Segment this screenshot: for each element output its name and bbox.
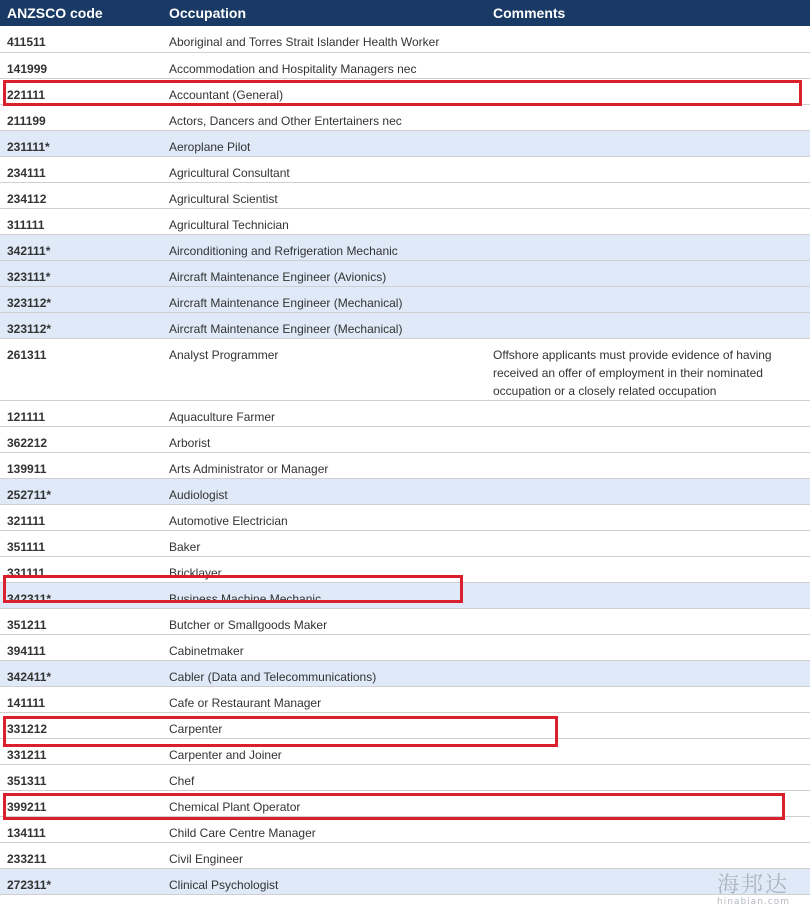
cell-code: 342111*: [7, 243, 51, 258]
cell-code: 261311: [7, 347, 47, 362]
cell-occupation: Chemical Plant Operator: [169, 799, 301, 814]
cell-occupation: Cabinetmaker: [169, 643, 244, 658]
cell-code: 411511: [7, 35, 46, 49]
cell-code: 362212: [7, 435, 48, 450]
cell-comment: [486, 582, 810, 608]
cell-code: 211199: [7, 113, 46, 128]
cell-comment: [486, 816, 810, 842]
cell-occupation: Clinical Psychologist: [169, 877, 279, 892]
table-row: [0, 234, 810, 260]
watermark-logo: [717, 868, 790, 907]
cell-code: 323112*: [7, 321, 52, 336]
cell-comment: [486, 104, 810, 130]
cell-code: 141111: [7, 695, 46, 710]
cell-occupation: Arts Administrator or Manager: [169, 461, 329, 476]
cell-code: 342411*: [7, 669, 52, 684]
cell-comment: [486, 156, 810, 182]
table-row: [0, 52, 810, 78]
table-header: [0, 0, 810, 26]
table-row: [0, 608, 810, 634]
cell-code: 233211: [7, 851, 47, 866]
column-header-occupation[interactable]: Occupation: [169, 5, 247, 21]
table-row: [0, 78, 810, 104]
cell-code: 121111: [7, 409, 46, 424]
cell-occupation: Butcher or Smallgoods Maker: [169, 617, 328, 632]
column-header-code[interactable]: ANZSCO code: [7, 5, 103, 21]
watermark-text: 海邦达: [717, 873, 790, 898]
cell-code: 323111*: [7, 269, 51, 284]
cell-code: 311111: [7, 217, 45, 232]
cell-occupation: Agricultural Scientist: [169, 191, 278, 206]
cell-comment: [486, 764, 810, 790]
cell-occupation: Accommodation and Hospitality Managers nec: [169, 61, 417, 76]
cell-code: 221111: [7, 87, 46, 102]
cell-comment: [486, 78, 810, 104]
cell-occupation: Airconditioning and Refrigeration Mechanic: [169, 243, 398, 258]
table-row: [0, 556, 810, 582]
table-row: [0, 312, 810, 338]
cell-comment: [486, 478, 810, 504]
table-row: [0, 790, 810, 816]
cell-occupation: Aboriginal and Torres Strait Islander Health Worker: [169, 35, 440, 49]
table-row: [0, 868, 810, 894]
cell-code: 234112: [7, 191, 47, 206]
cell-comment: Offshore applicants must provide evidence of having received an offer of employment in their nominated occupation or a closely related occupation: [493, 347, 772, 398]
table-row: [0, 478, 810, 504]
cell-occupation: Actors, Dancers and Other Entertainers nec: [169, 113, 402, 128]
table-row: [0, 426, 810, 452]
cell-occupation: Agricultural Technician: [169, 217, 289, 232]
cell-occupation: Carpenter and Joiner: [169, 747, 282, 762]
cell-occupation: Aircraft Maintenance Engineer (Mechanical): [169, 295, 403, 310]
cell-code: 351211: [7, 617, 47, 632]
watermark-url: hinabian.com: [717, 897, 790, 907]
cell-code: 323112*: [7, 295, 52, 310]
table-row: [0, 156, 810, 182]
cell-occupation: Cafe or Restaurant Manager: [169, 695, 322, 710]
table-row: [0, 582, 810, 608]
cell-comment: [486, 530, 810, 556]
table-row: [0, 842, 810, 868]
cell-comment: [486, 712, 810, 738]
cell-comment: [486, 52, 810, 78]
cell-occupation: Arborist: [169, 435, 211, 450]
cell-comment: [486, 452, 810, 478]
table-row: [0, 26, 810, 52]
cell-comment: [486, 738, 810, 764]
table-row: [0, 504, 810, 530]
cell-occupation: Carpenter: [169, 721, 223, 736]
table-row: [0, 452, 810, 478]
table-row: [0, 712, 810, 738]
cell-occupation: Automotive Electrician: [169, 513, 288, 528]
cell-occupation: Audiologist: [169, 487, 228, 502]
cell-occupation: Cabler (Data and Telecommunications): [169, 669, 377, 684]
cell-occupation: Agricultural Consultant: [169, 165, 290, 180]
table-body: [0, 26, 810, 894]
cell-code: 351311: [7, 773, 47, 788]
table-row: [0, 400, 810, 426]
table-row: [0, 738, 810, 764]
cell-comment: [486, 686, 810, 712]
cell-occupation: Accountant (General): [169, 87, 284, 102]
cell-occupation: Aquaculture Farmer: [169, 409, 276, 424]
cell-code: 134111: [7, 825, 46, 840]
cell-comment: [486, 312, 810, 338]
cell-code: 351111: [7, 539, 46, 554]
table-row: [0, 104, 810, 130]
cell-code: 139911: [7, 461, 47, 476]
cell-code: 272311*: [7, 877, 52, 892]
cell-code: 252711*: [7, 487, 52, 502]
cell-code: 399211: [7, 799, 47, 814]
cell-code: 234111: [7, 165, 46, 180]
table-row: [0, 286, 810, 312]
cell-occupation: Aeroplane Pilot: [169, 139, 251, 154]
cell-code: 331111: [7, 565, 46, 580]
cell-code: 231111*: [7, 139, 50, 154]
table-row: [0, 660, 810, 686]
cell-comment: [486, 504, 810, 530]
cell-occupation: Analyst Programmer: [169, 347, 279, 362]
cell-comment: [486, 400, 810, 426]
table-row: [0, 686, 810, 712]
cell-occupation: Bricklayer: [169, 565, 222, 580]
table-row: [0, 182, 810, 208]
table-row: [0, 338, 810, 400]
cell-occupation: Business Machine Mechanic: [169, 591, 322, 606]
cell-occupation: Civil Engineer: [169, 851, 244, 866]
table-row: [0, 816, 810, 842]
column-header-comments[interactable]: Comments: [493, 5, 566, 21]
cell-occupation: Baker: [169, 539, 201, 554]
cell-comment: [486, 208, 810, 234]
table-row: [0, 634, 810, 660]
cell-comment: [486, 556, 810, 582]
cell-comment: [486, 790, 810, 816]
cell-code: 331211: [7, 747, 47, 762]
cell-occupation: Child Care Centre Manager: [169, 825, 316, 840]
cell-comment: [486, 608, 810, 634]
cell-code: 321111: [7, 513, 46, 528]
cell-comment: [486, 182, 810, 208]
table-row: [0, 130, 810, 156]
cell-occupation: Aircraft Maintenance Engineer (Avionics): [169, 269, 387, 284]
cell-comment: [486, 260, 810, 286]
cell-comment: [486, 286, 810, 312]
cell-occupation: Chef: [169, 773, 195, 788]
table-row: [0, 764, 810, 790]
table-row: [0, 208, 810, 234]
header-row: [0, 0, 810, 26]
cell-comment: [486, 130, 810, 156]
cell-comment: [486, 660, 810, 686]
cell-code: 331212: [7, 721, 48, 736]
table-row: [0, 260, 810, 286]
cell-comment: [486, 234, 810, 260]
cell-comment: [486, 842, 810, 868]
table-row: [0, 530, 810, 556]
cell-occupation: Aircraft Maintenance Engineer (Mechanical): [169, 321, 403, 336]
cell-code: 141999: [7, 61, 48, 76]
cell-comment: [486, 26, 810, 52]
cell-comment: [486, 426, 810, 452]
cell-code: 342311*: [7, 591, 52, 606]
cell-comment: [486, 634, 810, 660]
cell-code: 394111: [7, 643, 46, 658]
